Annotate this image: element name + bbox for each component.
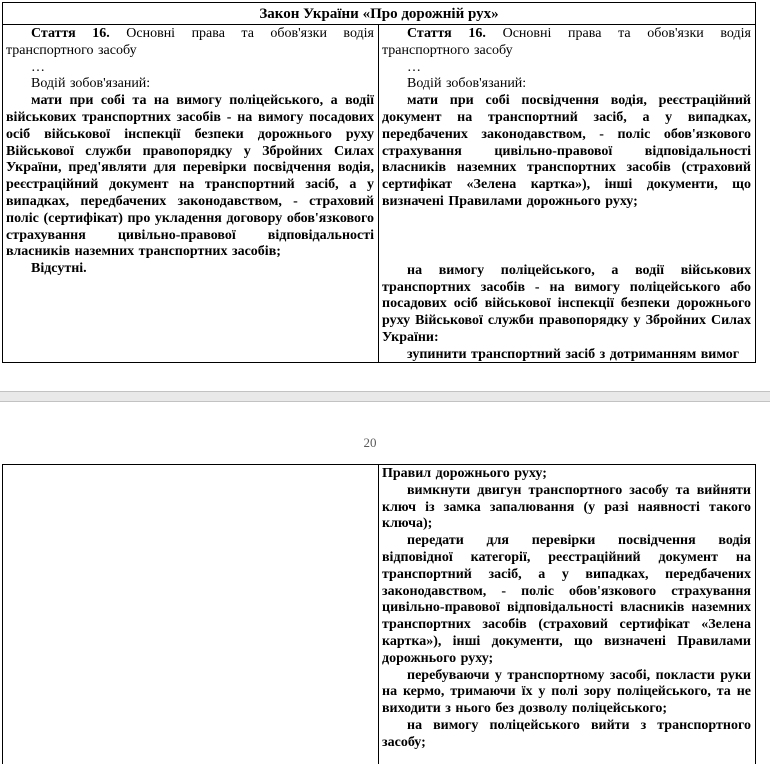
- article-title: Стаття 16. Основні права та обов'язки водія транспортного засобу: [6, 26, 374, 58]
- article-number-bold: Стаття 16.: [31, 26, 110, 41]
- old-version-column: [3, 25, 379, 362]
- law-comparison-table-page2: [2, 464, 756, 764]
- new-version-column: [379, 25, 755, 362]
- page-break-separator: [0, 391, 770, 402]
- paragraph: зупинити транспортний засіб з дотриманням вимог: [407, 346, 740, 362]
- paragraph: мати при собі та на вимогу поліцейського, а водії військових транспортних засобів - на вимогу посадових осіб військової інспекції безпеки дорожнього руху Військової служби правопорядку у Збройних Силах України, пред'являти для перевірки посвідчення водія, реєстраційний документ на транспортний засіб, а у випадках, передбачених законодавством, - страховий поліс (сертифікат) про укладення договору обов'язкового страхування цивільно-правової відповідальності власників наземних транспортних засобів;: [6, 93, 374, 260]
- page-number: 20: [363, 435, 377, 450]
- law-comparison-table-page1: [2, 2, 756, 363]
- article-title: Стаття 16. Основні права та обов'язки водія транспортного засобу: [382, 26, 751, 58]
- paragraph: мати при собі посвідчення водія, реєстраційний документ на транспортний засіб, а у випадках, передбачених законодавством, - поліс обов'язкового страхування цивільно-правової відповідальності власників наземних транспортних засобів (страховий сертифікат «Зелена картка»), інші документи, що визначені Правилами дорожнього руху;: [382, 93, 751, 209]
- paragraph: Водій зобов'язаний:: [31, 76, 151, 92]
- paragraph: Відсутні.: [31, 261, 87, 277]
- ellipsis: …: [407, 59, 421, 75]
- paragraph-continuation: Правил дорожнього руху;: [382, 466, 547, 481]
- article-number-bold: Стаття 16.: [407, 26, 486, 41]
- new-version-column-page2: [379, 465, 755, 764]
- paragraph: вимкнути двигун транспортного засобу та вийняти ключ із замка запалювання (у разі наявності такого ключа);: [382, 482, 751, 532]
- paragraph: на вимогу поліцейського вийти з транспортного засобу;: [382, 717, 751, 750]
- vertical-gap: [382, 211, 751, 263]
- paragraph: перебуваючи у транспортному засобі, покласти руки на кермо, тримаючи їх у полі зору поліцейського, та не виходити з нього без дозволу поліцейського;: [382, 667, 751, 717]
- table-body: [3, 25, 755, 362]
- paragraph: Водій зобов'язаний:: [407, 76, 527, 92]
- law-title-header: Закон України «Про дорожній рух»: [3, 3, 755, 25]
- table-body: [3, 465, 755, 764]
- old-version-column-page2: [3, 465, 379, 764]
- ellipsis: …: [31, 59, 45, 75]
- paragraph: передати для перевірки посвідчення водія відповідної категорії, реєстраційний документ на транспортний засіб, а у випадках, передбачених законодавством, - поліс обов'язкового страхування цивільно-правової відповідальності власників наземних транспортних засобів (страховий сертифікат «Зелена картка»), інші документи, що визначені Правилами дорожнього руху;: [382, 533, 751, 666]
- paragraph: на вимогу поліцейського, а водії військових транспортних засобів - на вимогу поліцейського або посадових осіб військової інспекції безпеки дорожнього руху Військової служби правопорядку у Збройних Силах України:: [382, 262, 751, 345]
